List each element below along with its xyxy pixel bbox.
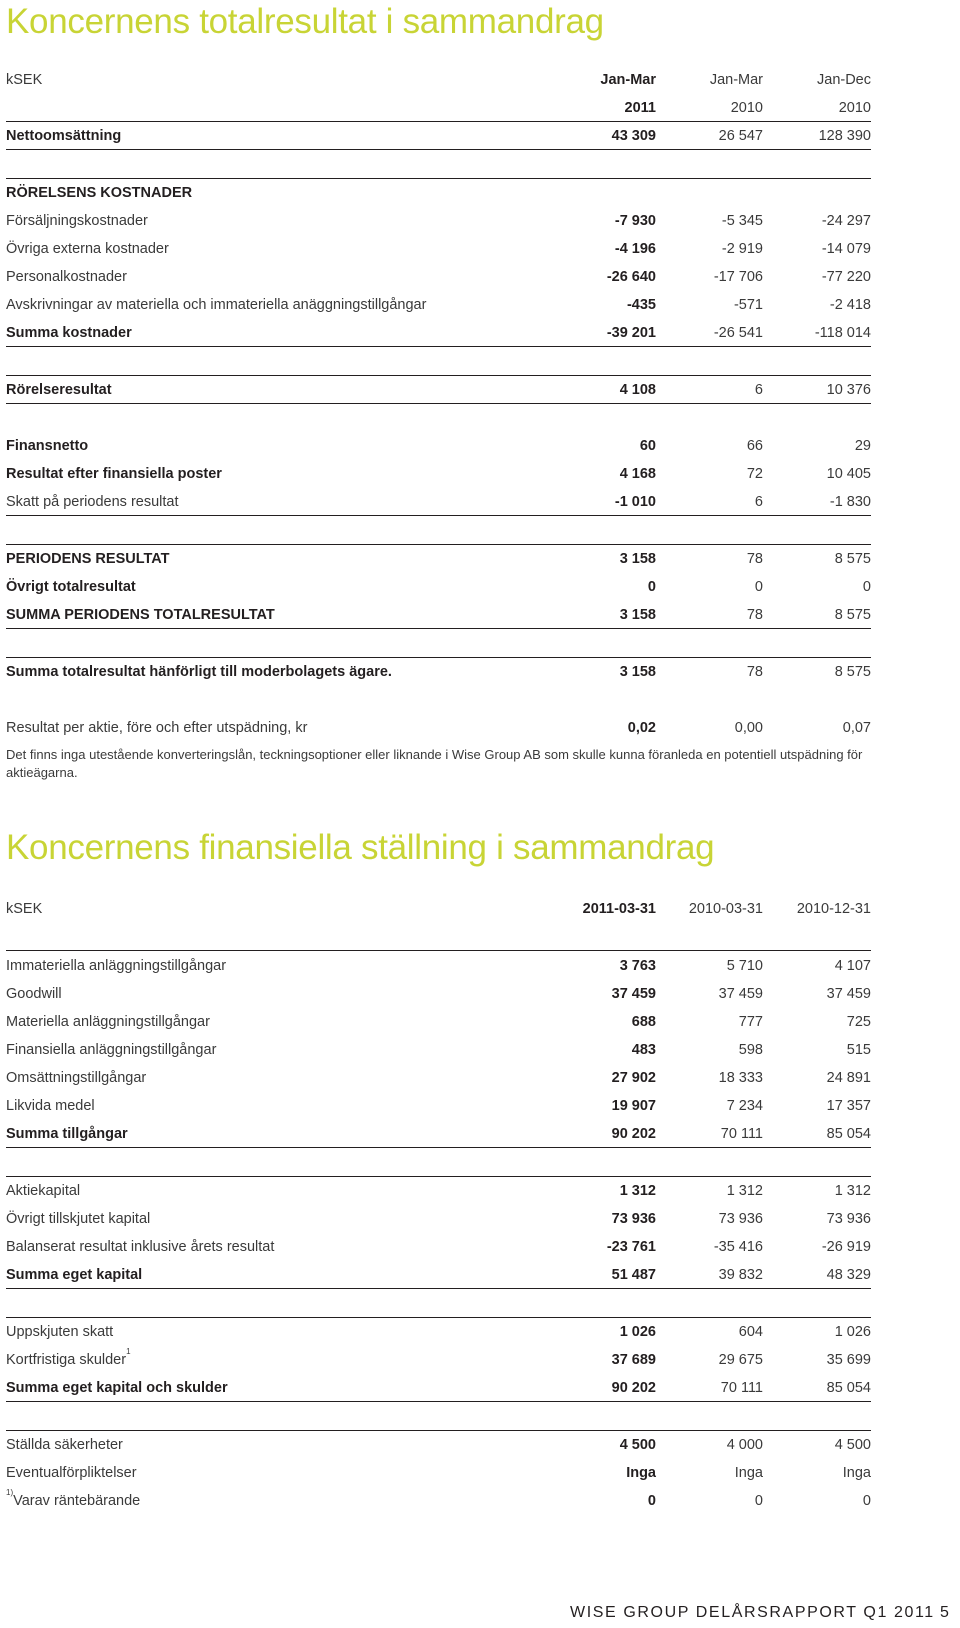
income-statement-title: Koncernens totalresultat i sammandrag: [6, 2, 604, 41]
table-row: SUMMA PERIODENS TOTALRESULTAT 3 158 78 8 575: [6, 601, 871, 629]
divider: [6, 347, 871, 376]
table-row: Goodwill 37 459 37 459 37 459: [6, 986, 871, 1002]
table-row: Ställda säkerheter 4 500 4 000 4 500: [6, 1437, 871, 1453]
divider: [6, 629, 871, 658]
balance-sheet-table: [6, 895, 871, 1515]
divider: [6, 923, 871, 951]
table-row: $^{1)}$Varav räntebärande 0 0 0: [6, 1488, 871, 1509]
income-statement-table: [6, 66, 871, 742]
table-row: Uppskjuten skatt 1 026 604 1 026: [6, 1324, 871, 1340]
table-row: Summa kostnader -39 201 -26 541 -118 014: [6, 319, 871, 347]
spacer: [6, 404, 871, 432]
table-row: Omsättningstillgångar 27 902 18 333 24 891: [6, 1070, 871, 1086]
table-row: PERIODENS RESULTAT 3 158 78 8 575: [6, 551, 871, 567]
report-footer-title: WISE GROUP DELÅRSRAPPORT Q1 2011: [570, 1604, 935, 1621]
unit-label: kSEK: [6, 901, 43, 917]
table-row: Summa eget kapital och skulder 90 202 70 111 85 054: [6, 1374, 871, 1402]
table-row: Summa eget kapital 51 487 39 832 48 329: [6, 1261, 871, 1289]
divider: [6, 516, 871, 545]
table-row: Nettoomsättning 43 309 26 547 128 390: [6, 122, 871, 150]
date-header-2011-03-31: 2011-03-31: [582, 901, 656, 917]
divider: [6, 1402, 871, 1431]
table-header-row: [6, 66, 871, 94]
table-row: Övriga externa kostnader -4 196 -2 919 -14 079: [6, 241, 871, 257]
spacer: [6, 686, 871, 714]
table-row: Eventualförpliktelser Inga Inga Inga: [6, 1465, 871, 1481]
table-row: Kortfristiga skulder$^1$ 37 689 29 675 35 699: [6, 1347, 871, 1368]
table-row: Summa totalresultat hänförligt till moderbolagets ägare. 3 158 78 8 575: [6, 664, 871, 680]
table-row: Avskrivningar av materiella och immateriella anäggningstillgångar -435 -571 -2 418: [6, 297, 871, 313]
divider: [6, 1148, 871, 1177]
balance-sheet-title: Koncernens finansiella ställning i sammandrag: [6, 828, 715, 867]
table-row: Summa tillgångar 90 202 70 111 85 054: [6, 1120, 871, 1148]
table-row: Övrigt tillskjutet kapital 73 936 73 936 73 936: [6, 1211, 871, 1227]
table-row: Finansiella anläggningstillgångar 483 598 515: [6, 1042, 871, 1058]
table-row: Aktiekapital 1 312 1 312 1 312: [6, 1183, 871, 1199]
table-row: Resultat per aktie, före och efter utspädning, kr 0,02 0,00 0,07: [6, 720, 871, 736]
footnote-marker: 1): [6, 1488, 14, 1497]
table-row: Försäljningskostnader -7 930 -5 345 -24 297: [6, 213, 871, 229]
year-header-fullyear-2010: 2010: [838, 100, 871, 116]
table-row: Finansnetto 60 66 29: [6, 438, 871, 454]
year-header-2010: 2010: [730, 100, 763, 116]
table-row: Personalkostnader -26 640 -17 706 -77 220: [6, 269, 871, 285]
date-header-2010-03-31: 2010-03-31: [688, 901, 763, 917]
table-row: Skatt på periodens resultat -1 010 6 -1 830: [6, 488, 871, 516]
year-header-2011: 2011: [624, 100, 656, 116]
period-header-2010: Jan-Mar: [709, 72, 763, 88]
table-row: Resultat efter finansiella poster 4 168 72 10 405: [6, 466, 871, 482]
table-row: Likvida medel 19 907 7 234 17 357: [6, 1098, 871, 1114]
date-header-2010-12-31: 2010-12-31: [796, 901, 871, 917]
dilution-note: Det finns inga utestående konverteringslån, teckningsoptioner eller liknande i Wise Group AB som skulle kunna föranleda en potentiell utspädning för aktieägarna.: [6, 747, 863, 780]
divider: [6, 150, 871, 179]
table-header-row: [6, 94, 871, 122]
page-number: 5: [940, 1604, 949, 1621]
unit-label: kSEK: [6, 72, 43, 88]
table-row: RÖRELSENS KOSTNADER: [6, 185, 193, 201]
table-row: Rörelseresultat 4 108 6 10 376: [6, 376, 871, 404]
divider: [6, 1289, 871, 1318]
period-header-fullyear-2010: Jan-Dec: [817, 72, 871, 88]
table-row: Övrigt totalresultat 0 0 0: [6, 579, 871, 595]
footnote-marker: 1: [126, 1347, 131, 1356]
table-row: Immateriella anläggningstillgångar 3 763 5 710 4 107: [6, 958, 871, 974]
table-row: Balanserat resultat inklusive årets resultat -23 761 -35 416 -26 919: [6, 1239, 871, 1255]
table-row: Materiella anläggningstillgångar 688 777 725: [6, 1014, 871, 1030]
table-header-row: [6, 895, 871, 923]
period-header-2011: Jan-Mar: [600, 72, 656, 88]
